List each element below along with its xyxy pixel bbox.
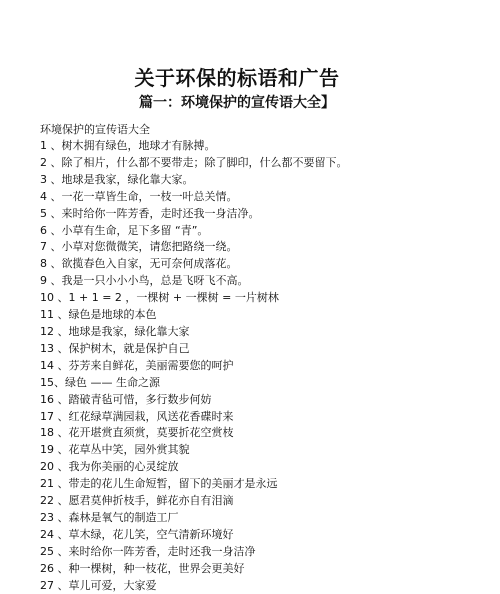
list-item: 7 、小草对您微微笑，请您把路绕一绕。 [40,240,238,254]
list-item: 1 、树木拥有绿色，地球才有脉搏。 [40,139,216,152]
list-item: 19 、花草丛中笑，园外赏其貌 [40,443,190,457]
list-item: 6 、小草有生命，足下多留 “青”。 [40,223,209,237]
list-item: 25 、来时给你一阵芳香，走时还我一身洁净 [40,544,256,558]
list-item: 10 、1 + 1 = 2 ，一棵树 + 一棵树 = 一片树林 [40,291,279,305]
list-item: 26 、种一棵树，种一枝花，世界会更美好 [40,561,245,575]
list-item: 9 、我是一只小小小鸟，总是飞呀飞不高。 [40,274,249,288]
list-item: 17 、红花绿草满园栽，风送花香碟时来 [40,409,234,423]
list-item: 11 、绿色是地球的本色 [40,308,157,322]
list-item: 22 、愿君莫伸折枝手，鲜花亦自有泪滴 [40,494,234,508]
list-item: 16 、踏破青毡可惜，多行数步何妨 [40,392,212,406]
section-title: 环境保护的宣传语大全 [40,123,150,136]
document-subtitle: 篇一：环境保护的宣传语大全】 [139,95,335,111]
list-item: 15、绿色 —— 生命之源 [40,375,160,389]
slogan-list [40,138,348,594]
list-item: 5 、来时给你一阵芳香，走时还我一身洁净。 [40,206,260,220]
list-item: 4 、一花一草皆生命，一枝一叶总关情。 [40,189,238,203]
list-item: 13 、保护树木，就是保护自己 [40,341,190,355]
list-item: 24 、草木绿，花儿笑，空气清新环境好 [40,527,234,541]
list-item: 12 、地球是我家，绿化靠大家 [40,324,190,338]
list-item: 2 、除了相片，什么都不要带走；除了脚印，什么都不要留下。 [40,155,348,169]
list-item: 8 、欲揽春色入自家，无可奈何成落花。 [40,257,238,271]
list-item: 14 、芬芳来自鲜花，美丽需要您的呵护 [40,358,234,372]
list-item: 27 、草儿可爱，大家爱 [40,578,157,592]
list-item: 21 、带走的花儿生命短暂，留下的美丽才是永远 [40,477,278,491]
document-title: 关于环保的标语和广告 [134,66,340,90]
list-item: 18 、花开堪赏直须赏，莫要折花空赏枝 [40,426,234,440]
list-item: 3 、地球是我家，绿化靠大家。 [40,172,194,186]
list-item: 20 、我为你美丽的心灵绽放 [40,460,179,474]
list-item: 23 、森林是氧气的制造工厂 [40,510,179,524]
